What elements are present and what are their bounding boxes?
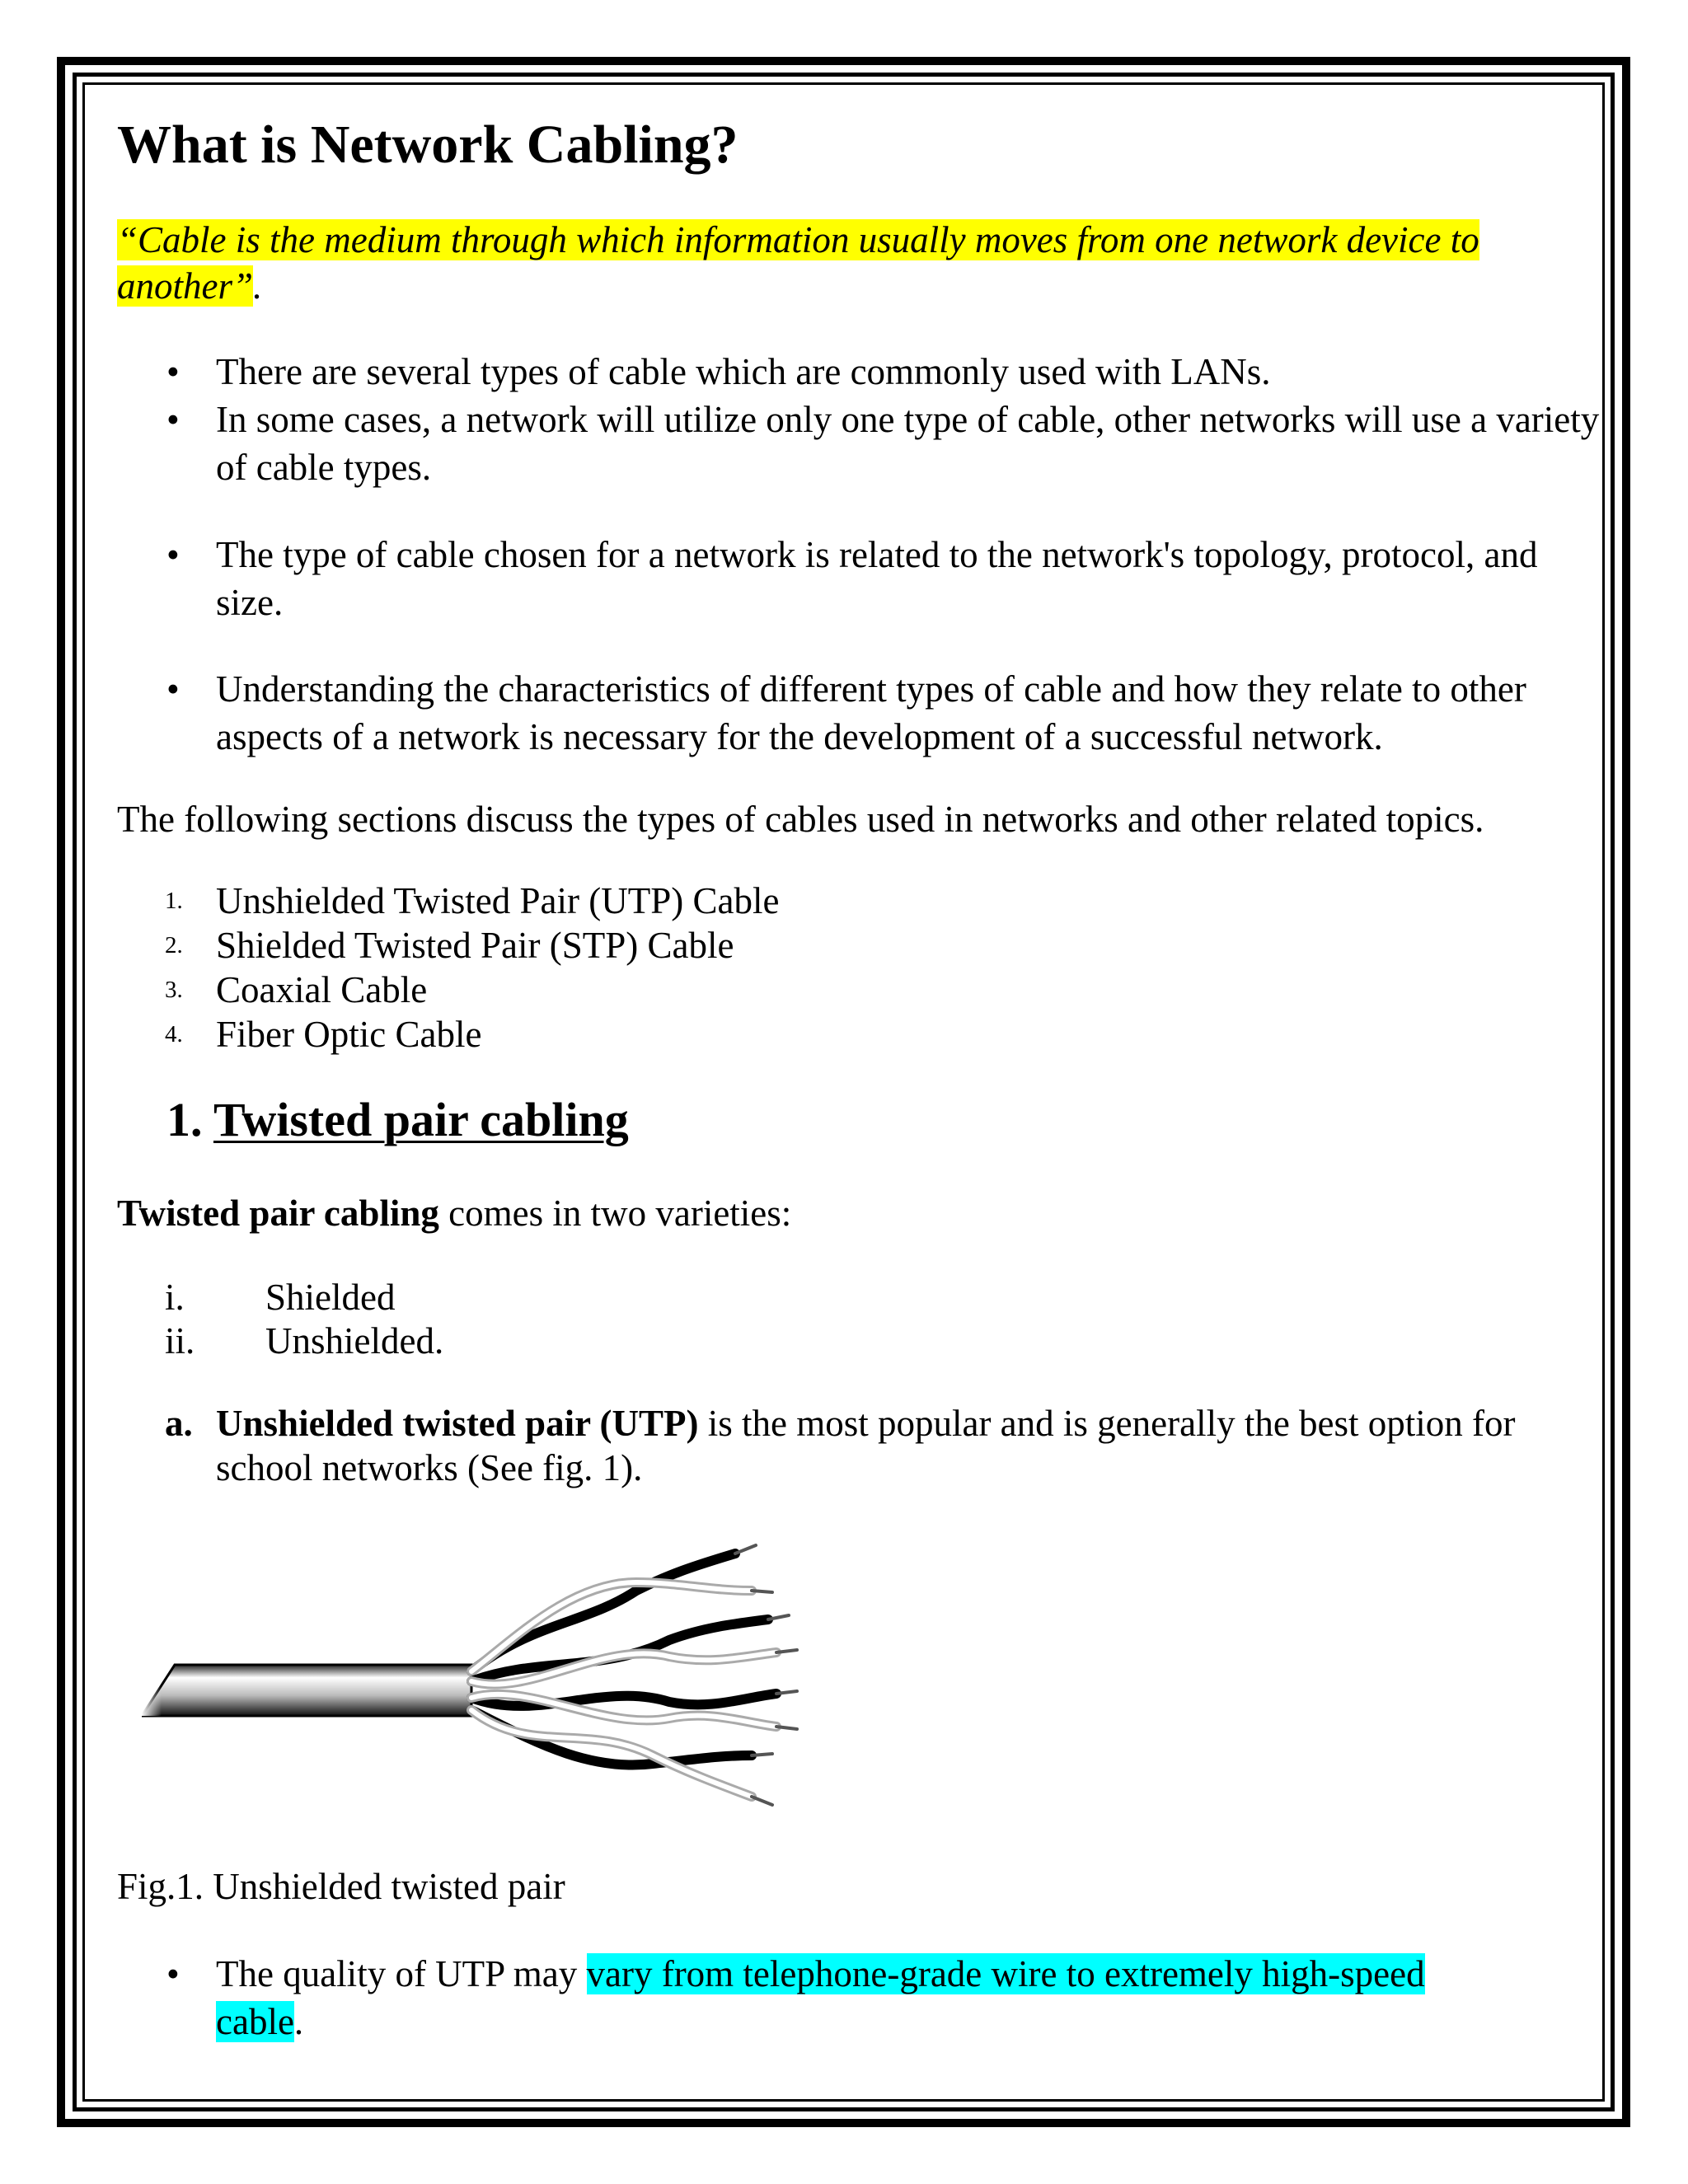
- bullet-icon: •: [166, 534, 180, 575]
- definition-quote: [117, 217, 1551, 309]
- bullet-text: There are several types of cable which are commonly used with LANs.: [216, 351, 1271, 392]
- bullet-text: Understanding the characteristics of different types of cable and how they relate to other aspects of a network is necessary for the development of a successful network.: [216, 668, 1526, 757]
- list-number: 2.: [165, 932, 183, 958]
- roman-numeral: i.: [165, 1277, 185, 1318]
- list-number: 4.: [165, 1021, 183, 1047]
- cable-list-item: Coaxial Cable: [216, 969, 428, 1010]
- cable-list-item: Shielded Twisted Pair (STP) Cable: [216, 925, 734, 966]
- variety-item: Shielded: [265, 1277, 396, 1318]
- quality-highlight: vary from telephone-grade wire to extremely high-speed cable: [216, 1953, 1425, 2042]
- variety-item: Unshielded.: [265, 1320, 444, 1361]
- twisted-pair-intro: [117, 1189, 791, 1237]
- cable-list-item: Unshielded Twisted Pair (UTP) Cable: [216, 880, 780, 921]
- section-heading-text: Twisted pair cabling: [213, 1093, 629, 1146]
- bullet-icon: •: [166, 399, 180, 440]
- list-number: 1.: [165, 888, 183, 914]
- bullet-text: In some cases, a network will utilize only one type of cable, other networks will use a variety of cable types.: [216, 399, 1600, 488]
- section-number: 1.: [166, 1093, 203, 1146]
- list-number: 3.: [165, 977, 183, 1003]
- bullet-text: The type of cable chosen for a network is related to the network's topology, protocol, and size.: [216, 534, 1538, 623]
- utp-rest: is the most popular and is generally the best option for school networks (See fig. 1).: [216, 1403, 1516, 1488]
- bullet-icon: •: [166, 1953, 180, 1994]
- bullet-icon: •: [166, 351, 180, 392]
- intro-rest: comes in two varieties:: [438, 1193, 792, 1234]
- cable-list-item: Fiber Optic Cable: [216, 1014, 482, 1055]
- page-title: What is Network Cabling?: [117, 115, 738, 175]
- figure-caption: Fig.1. Unshielded twisted pair: [117, 1866, 565, 1907]
- quote-highlight: “Cable is the medium through which information usually moves from one network device to another”: [117, 219, 1479, 307]
- roman-numeral: ii.: [165, 1320, 195, 1361]
- quality-bullet-text: [216, 1950, 1502, 2046]
- section-heading: [166, 1092, 629, 1147]
- quality-suffix: .: [293, 2001, 304, 2042]
- utp-bold: Unshielded twisted pair (UTP): [216, 1403, 699, 1444]
- quality-prefix: The quality of UTP may: [216, 1953, 587, 1994]
- sections-intro: The following sections discuss the types of cables used in networks and other related topics.: [117, 799, 1484, 840]
- cable-jacket: [142, 1665, 471, 1716]
- utp-paragraph: [216, 1401, 1601, 1490]
- intro-bold: Twisted pair cabling: [117, 1193, 439, 1234]
- utp-marker: a.: [165, 1403, 193, 1444]
- twisted-wires: [471, 1545, 797, 1805]
- utp-cable-figure: [142, 1533, 884, 1813]
- bullet-icon: •: [166, 668, 180, 710]
- quote-period: .: [253, 265, 263, 307]
